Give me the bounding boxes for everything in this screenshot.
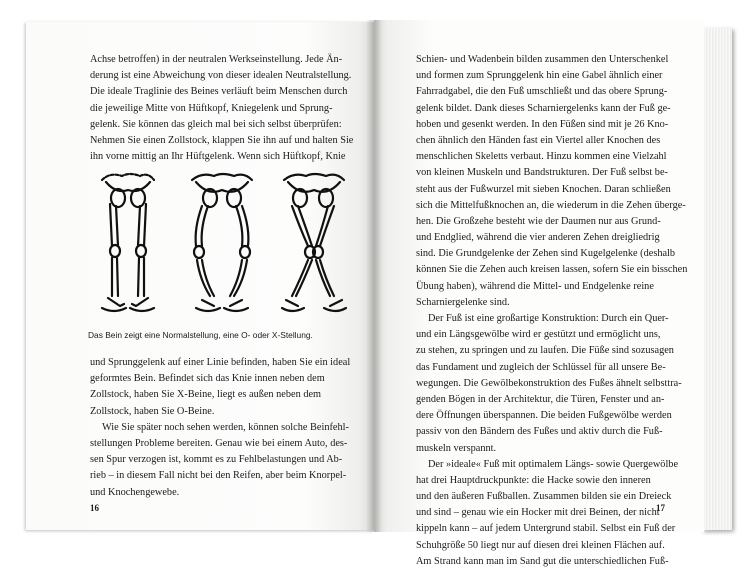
- text-line: stellungen Probleme bereiten. Genau wie bei einem Auto, des-: [90, 437, 348, 449]
- book-spine: [366, 20, 382, 532]
- text-line: gelenk. Sie können das gleich mal bei sich selbst überprüfen:: [90, 118, 342, 130]
- right-page-text: [416, 52, 688, 570]
- text-line: passiv von den Bändern des Fußes und aktiv durch die Fuß-: [416, 426, 663, 438]
- text-line: steht aus der Fußwurzel mit sieben Knochen. Daran schließen: [416, 183, 671, 195]
- text-line: muskeln verspannt.: [416, 442, 497, 454]
- text-line: dere Öffnungen überspannen. Die beiden Fußgewölbe werden: [416, 410, 672, 422]
- text-line: zu stehen, zu springen und zu laufen. Die Füße sind sozusagen: [416, 345, 674, 357]
- o-leg-stance: [192, 174, 252, 311]
- text-line: die jeweilige Mitte von Hüftkopf, Kniegelenk und Sprung-: [90, 102, 333, 114]
- text-line: ihn vorne mittig an Ihr Hüftgelenk. Wenn sich Hüftkopf, Knie: [90, 151, 346, 163]
- text-line: wegungen. Die Gewölbekonstruktion des Fußes ähnelt selbsttra-: [416, 377, 682, 389]
- text-line: und ein Längsgewölbe wird er gestützt und ermöglicht uns,: [416, 329, 661, 341]
- text-line: hat drei Hauptdruckpunkte: die Hacke sowie den inneren: [416, 474, 651, 486]
- text-line: das Fundament und zugleich der Schlüssel für all unsere Be-: [416, 361, 666, 373]
- text-line: Übung haben), während die Mittel- und Endgelenke reine: [416, 280, 654, 292]
- text-line: sen Spur verzogen ist, kommt es zu Fehlbelastungen und Ab-: [90, 454, 343, 466]
- right-page-number: 17: [656, 503, 665, 513]
- page-stack-edge: [702, 28, 732, 531]
- text-line: sich die Mittelfußknochen an, die wiederum in die Zehen überge-: [416, 199, 686, 211]
- text-line: rieb – in diesem Fall nicht bei den Reifen, aber beim Knorpel-: [90, 470, 347, 482]
- text-line: und den äußeren Fußballen. Zusammen bilden sie ein Dreieck: [416, 491, 672, 503]
- text-line: Fahrradgabel, die den Fuß umschließt und das obere Sprung-: [416, 86, 668, 98]
- text-line: gelenk bildet. Dank dieses Scharniergelenks kann der Fuß ge-: [416, 102, 671, 114]
- text-line: menschlichen Skeletts verbaut. Hinzu kommen eine Vielzahl: [416, 151, 667, 163]
- figure-caption: Das Bein zeigt eine Normalstellung, eine O- oder X-Stellung.: [88, 330, 313, 340]
- text-line: hen. Die Großzehe besteht wie der Daumen nur aus Grund-: [416, 215, 661, 227]
- text-line: Zollstock, haben Sie X-Beine, liegt es außen neben dem: [90, 389, 322, 401]
- text-line: Achse betroffen) in der neutralen Werkseinstellung. Jede Än-: [90, 54, 343, 65]
- normal-leg-stance: [102, 174, 154, 311]
- text-line: chen ähnlich den Händen fast ein Viertel aller Knochen des: [416, 134, 661, 146]
- x-leg-stance: [282, 174, 346, 311]
- text-line: kippeln kann – auf jedem Untergrund stabil. Selbst ein Fuß der: [416, 523, 676, 535]
- text-line: Scharniergelenke sind.: [416, 296, 510, 308]
- left-page-bottom-paragraphs: [90, 355, 360, 501]
- text-line: von kleinen Muskeln und Bandstrukturen. Der Fuß selbst be-: [416, 167, 668, 179]
- text-line: Der »ideale« Fuß mit optimalem Längs- sowie Quergewölbe: [428, 458, 679, 470]
- text-line: derung ist eine Abweichung von dieser idealen Neutralstellung.: [90, 70, 352, 82]
- text-line: und Sprunggelenk auf einer Linie befinden, haben Sie ein ideal: [90, 357, 351, 368]
- text-line: Der Fuß ist eine großartige Konstruktion: Durch ein Quer-: [428, 313, 669, 324]
- text-line: und Knochengewebe.: [90, 486, 180, 498]
- left-page-number: 16: [90, 503, 99, 513]
- left-page-top-paragraph: [90, 52, 360, 165]
- text-line: hoben und gesenkt werden. In den Füßen sind mit je 26 Kno-: [416, 118, 669, 130]
- text-line: und Endglied, während die vier anderen Zehen dreigliedrig: [416, 232, 660, 244]
- text-line: geformtes Bein. Befindet sich das Knie innen neben dem: [90, 373, 325, 385]
- text-line: Schuhgröße 50 liegt nur auf diesen drei kleinen Flächen auf.: [416, 539, 665, 551]
- leg-alignment-illustration: [96, 168, 352, 318]
- leg-alignment-svg: [96, 168, 352, 318]
- text-line: Wie Sie später noch sehen werden, können solche Beinfehl-: [102, 421, 349, 433]
- text-line: Schien- und Wadenbein bilden zusammen den Unterschenkel: [416, 54, 669, 65]
- text-line: können Sie die Zehen auch kreisen lassen, sofern Sie ein bisschen: [416, 264, 688, 276]
- text-line: sind. Die Grundgelenke der Zehen sind Kugelgelenke (deshalb: [416, 248, 676, 260]
- text-line: Zollstock, haben Sie O-Beine.: [90, 405, 215, 417]
- text-line: Nehmen Sie einen Zollstock, klappen Sie ihn auf und halten Sie: [90, 134, 354, 146]
- text-line: genden Bögen in der Architektur, die Türen, Fenster und an-: [416, 393, 665, 405]
- text-line: und formen zum Sprunggelenk hin eine Gabel ähnlich einer: [416, 70, 663, 82]
- text-line: Am Strand kann man im Sand gut die unterschiedlichen Fuß-: [416, 555, 669, 567]
- text-line: und sind – genau wie ein Hocker mit drei Beinen, der nicht: [416, 507, 660, 519]
- text-line: Die ideale Traglinie des Beines verläuft beim Menschen durch: [90, 86, 348, 98]
